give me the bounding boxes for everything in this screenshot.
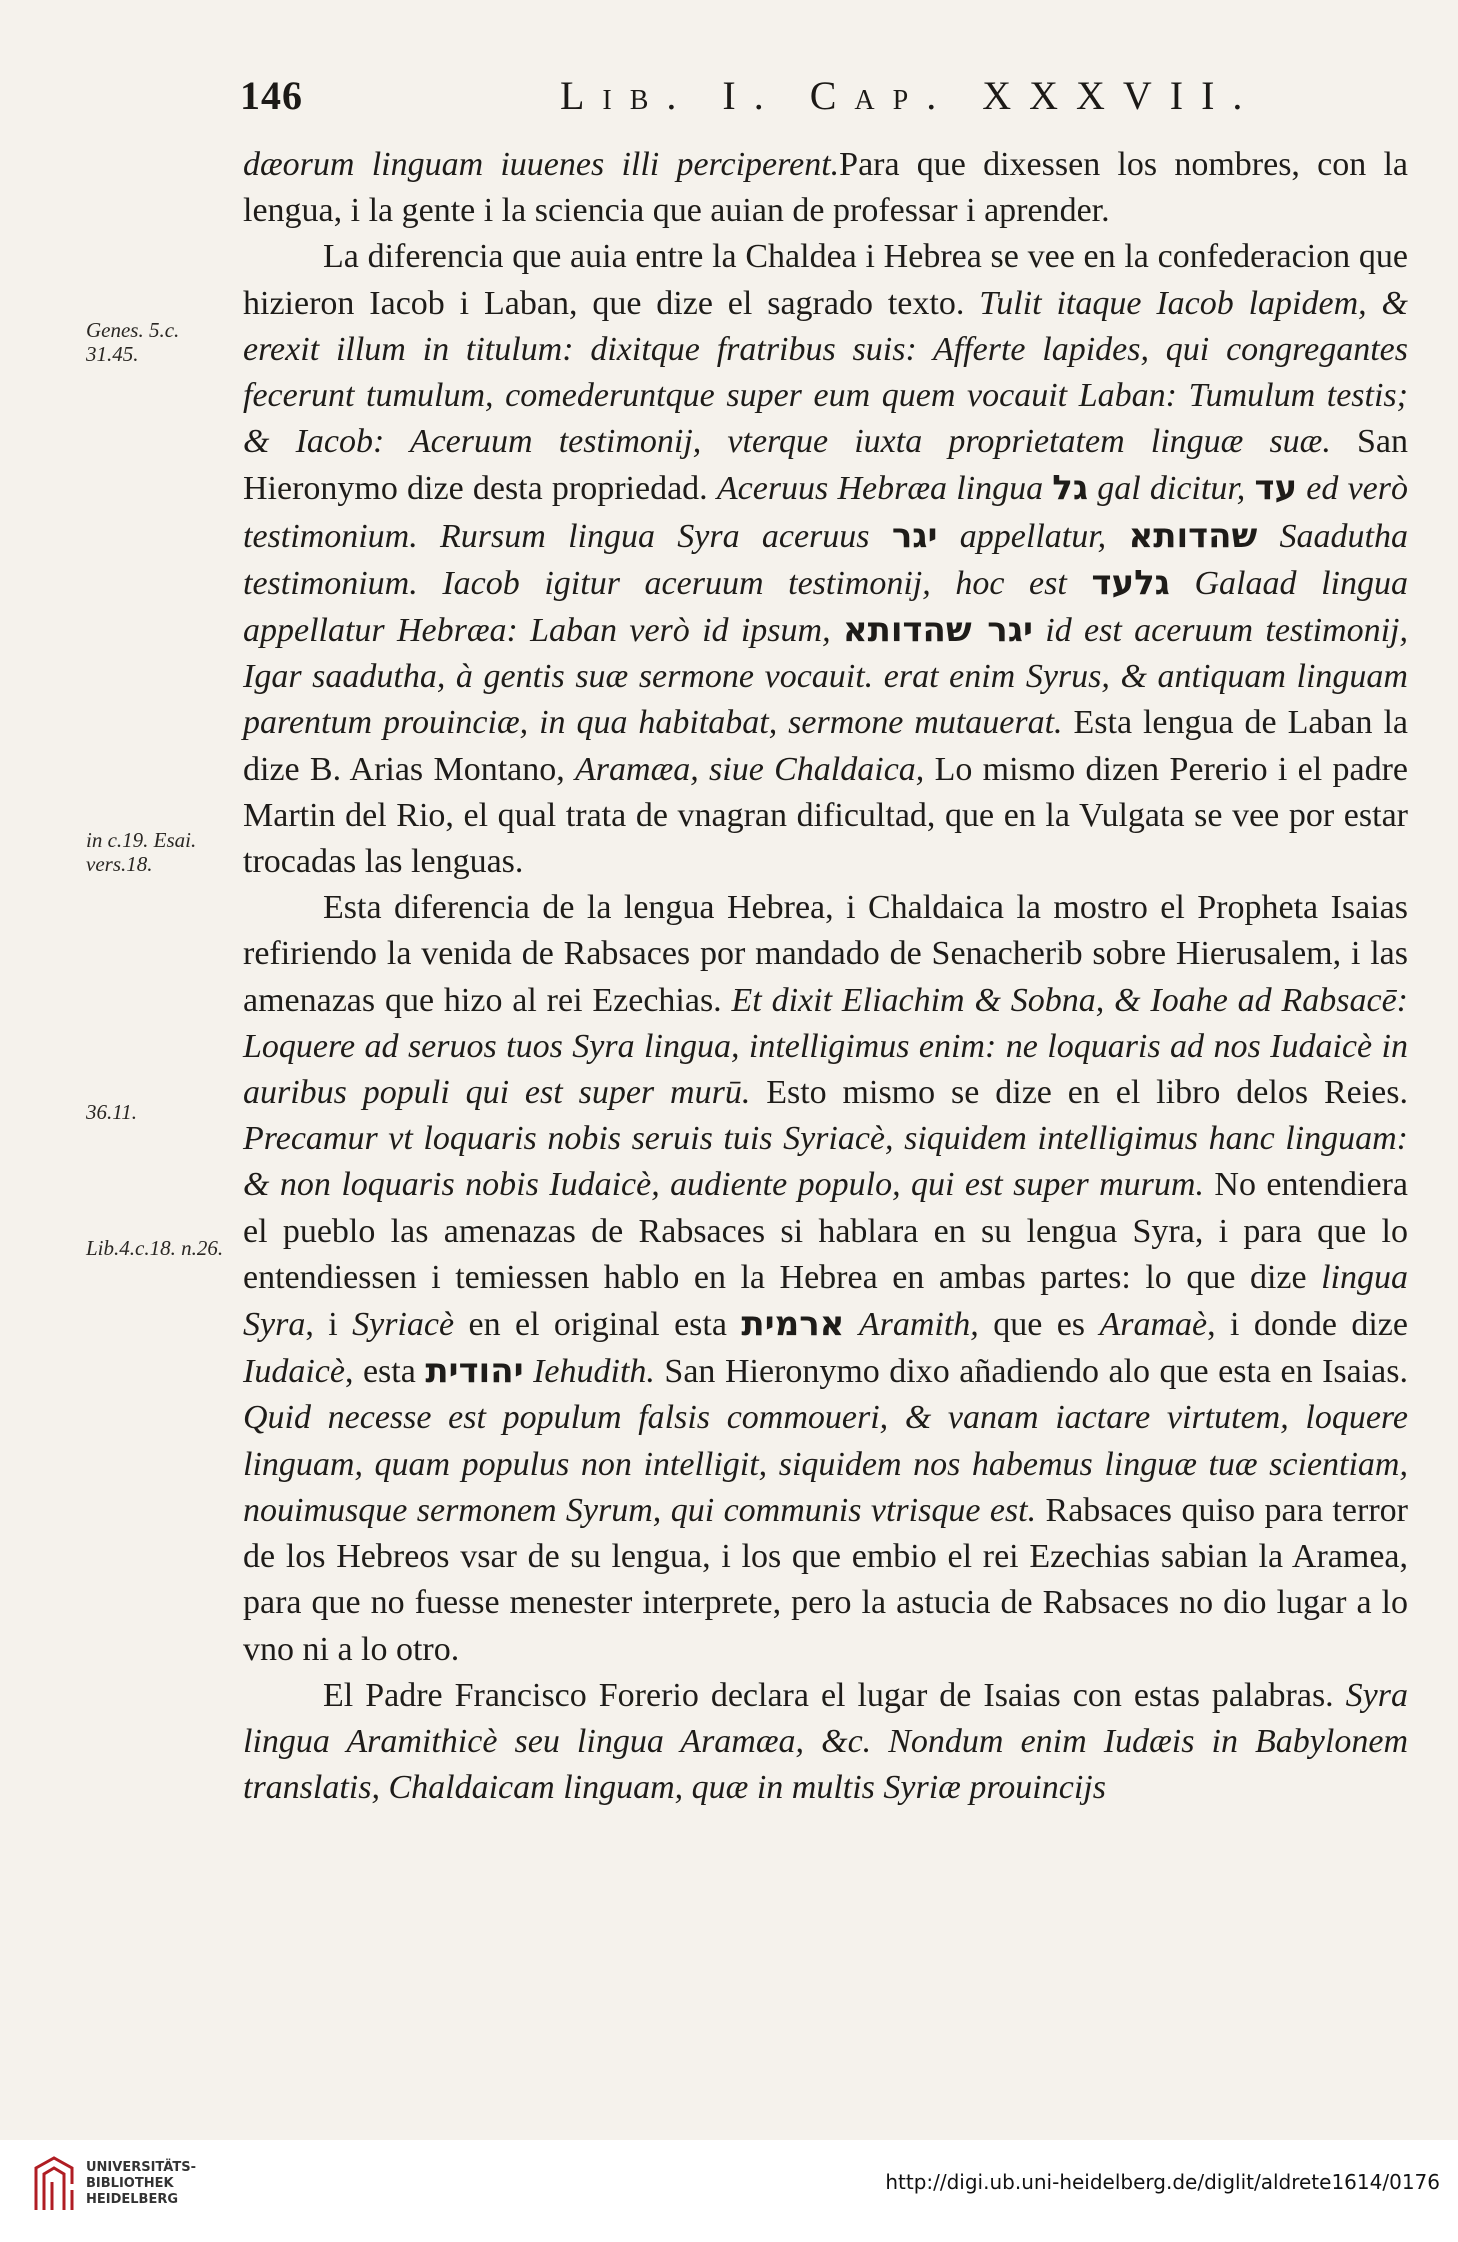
latin-quote: Syra lingua Aramithicè seu lingua Aramæa, &c. Nondum enim Iudæis in Babylonem translatis, Chaldaicam linguam, quæ in multis Syriæ prouincijs [243, 1676, 1408, 1807]
latin-quote: Syriacè [352, 1306, 455, 1344]
margin-note: Genes. 5.c. 31.45. [86, 318, 180, 366]
latin-quote: Iehudith. [523, 1353, 655, 1391]
hebrew-word: גלעד [1091, 562, 1170, 603]
latin-quote: Aramith, [844, 1306, 979, 1344]
hebrew-word: יגר [891, 515, 938, 556]
text-paragraph [243, 234, 1408, 885]
latin-quote: gal dicitur, [1088, 470, 1255, 508]
margin-note: Lib.4.c.18. n.26. [86, 1236, 224, 1260]
latin-quote: Aceruus Hebræa lingua [716, 470, 1053, 508]
spanish-text: La diferencia que auia entre la Chaldea i Hebrea se vee en la confederacion que hizieron Iacob i Laban, que dize el sagrado texto. [243, 238, 1408, 322]
latin-quote: appellatur, [937, 517, 1129, 555]
library-name: UNIVERSITÄTS- BIBLIOTHEK HEIDELBERG [86, 2160, 196, 2207]
text-paragraph [243, 142, 1408, 234]
body-text [243, 142, 1408, 1811]
source-url-link[interactable]: http://digi.ub.uni-heidelberg.de/diglit/aldrete1614/0176 [885, 2170, 1440, 2194]
hebrew-word: ארמית [741, 1304, 845, 1345]
latin-quote: Iudaicè [243, 1353, 345, 1391]
latin-quote: Quid necesse est populum falsis commoueri, & vanam iactare virtutem, loquere linguam, quam populus non intelligit, siquidem nos habemus linguæ tuæ scientiam, nouimusque sermonem Syrum, qui communis vtrisque est. [243, 1399, 1408, 1529]
hebrew-word: יהודית [425, 1351, 524, 1392]
spanish-text: Esta lengua de Laban la dize B. Arias Montano, [243, 704, 1408, 788]
chapter-heading: Lib. I. Cap. XXXVII. [560, 73, 1261, 118]
spanish-text: No entendiera el pueblo las amenazas de Rabsaces si hablara en su lengua Syra, i para que lo entendiessen i temiessen hablo en la Hebrea en ambas partes: lo que dize [243, 1166, 1408, 1296]
hebrew-word: עד [1254, 468, 1298, 509]
page-number: 146 [240, 73, 303, 118]
spanish-text: en el original esta [454, 1306, 742, 1344]
latin-quote: Aramaè [1099, 1306, 1208, 1344]
text-paragraph [243, 885, 1408, 1672]
spanish-text: , esta [344, 1353, 426, 1391]
latin-quote: Precamur vt loquaris nobis seruis tuis Syriacè, siquidem intelligimus hanc linguam: & non loquaris nobis Iudaicè, audiente populo, qui est super murum. [243, 1120, 1408, 1204]
spanish-text: , i donde dize [1207, 1306, 1408, 1344]
latin-quote: Saadutha testimonium. Iacob igitur aceruum testimonij, hoc est [243, 517, 1409, 602]
spanish-text: Para que dixessen los nombres, con la lengua, i la gente i la sciencia que auian de professar i aprender. [243, 146, 1408, 230]
latin-quote: id est aceruum testimonij, Igar saadutha, à gentis suæ sermone vocauit. erat enim Syrus, & antiquam linguam parentum prouinciæ, in qua habitabat, sermone mutauerat. [243, 612, 1408, 742]
spanish-text: San Hieronymo dize desta propriedad. [243, 423, 1409, 508]
hebrew-word: יגר שהדותא [842, 610, 1033, 651]
university-library-logo-icon [30, 2154, 78, 2212]
latin-quote: lingua Syra [243, 1258, 1408, 1344]
spanish-text: Esta diferencia de la lengua Hebrea, i Chaldaica la mostro el Propheta Isaias refiriendo la venida de Rabsaces por mandado de Senacherib sobre Hierusalem, i las amenazas que hizo al rei Ezechias. [243, 889, 1408, 1019]
latin-quote: dæorum linguam iuuenes illi perciperent. [243, 146, 840, 183]
latin-quote: Et dixit Eliachim & Sobna, & Ioahe ad Rabsacē: Loquere ad seruos tuos Syra lingua, intelligimus enim: ne loquaris ad nos Iudaicè in auribus populi qui est super murū. [243, 981, 1408, 1112]
spanish-text: Esto mismo se dize en el libro delos Reies. [750, 1074, 1408, 1112]
spanish-text: San Hieronymo dixo añadiendo alo que esta en Isaias. [654, 1353, 1409, 1391]
spanish-text: , i [305, 1306, 353, 1344]
spanish-text: Rabsaces quiso para terror de los Hebreos vsar de su lengua, i los que embio el rei Ezechias sabian la Aramea, para que no fuesse menester interprete, pero la astucia de Rabsaces no dio lugar a lo vno ni a lo otro. [243, 1491, 1408, 1668]
latin-quote: ed verò testimonium. Rursum lingua Syra aceruus [243, 470, 1408, 555]
hebrew-word: גל [1052, 468, 1089, 509]
latin-quote: Galaad lingua appellatur Hebræa: Laban verò id ipsum, [243, 564, 1408, 650]
footer-bar [0, 2140, 1458, 2242]
latin-quote: Aramæa, siue Chaldaica, [575, 750, 925, 788]
spanish-text: Lo mismo dizen Pererio i el padre Martin del Rio, el qual trata de vnagran dificultad, que en la Vulgata se vee por estar trocadas las lenguas. [243, 750, 1409, 881]
spanish-text: que es [978, 1306, 1100, 1344]
hebrew-word: שהדותא [1128, 515, 1258, 556]
latin-quote: Tulit itaque Iacob lapidem, & erexit illum in titulum: dixitque fratribus suis: Afferte lapides, qui congregantes fecerunt tumulum, comederuntque super eum quem vocauit Laban: Tumulum testis; & Iacob: Aceruum testimonij, vterque iuxta proprietatem linguæ suæ. [243, 284, 1408, 461]
spanish-text: El Padre Francisco Forerio declara el lugar de Isaias con estas palabras. [323, 1676, 1346, 1714]
margin-note: 36.11. [86, 1100, 137, 1124]
running-head [240, 72, 1390, 132]
margin-note: in c.19. Esai. vers.18. [86, 828, 197, 876]
text-paragraph [243, 1673, 1408, 1812]
